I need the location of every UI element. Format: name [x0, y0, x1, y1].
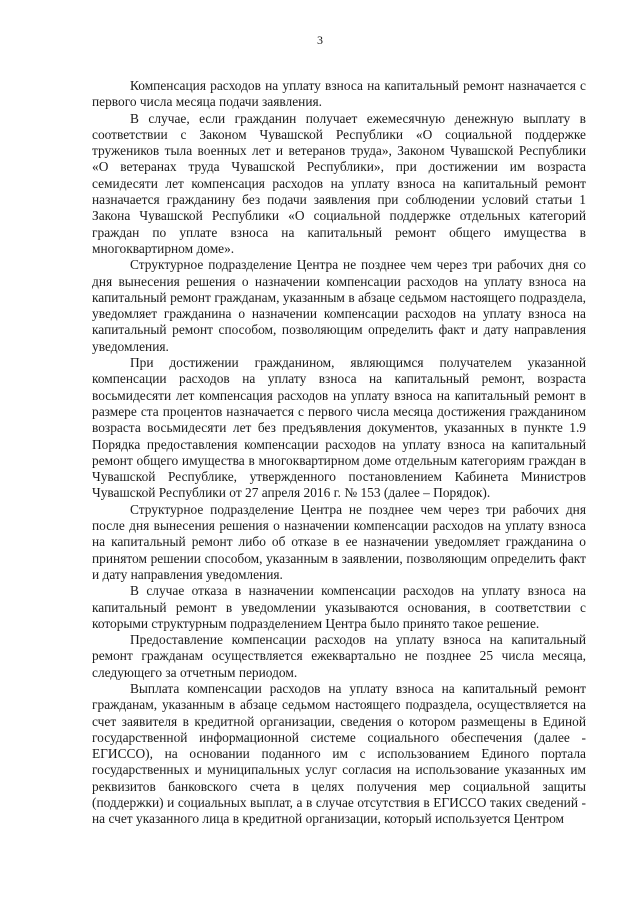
paragraph-4: При достижении гражданином, являющимся получателем указанной компенсации расходов на уплату взноса на капитальный ремонт, возраста восьмидесяти лет компенсация расходов на уплату взноса на капитальный ремонт в размере ста процентов назначается с первого числа месяца достижения гражданином возраста восьмидесяти лет без предъявления документов, указанных в пункте 1.9 Порядка предоставления компенсации расходов на уплату взноса на капитальный ремонт общего имущества в многоквартирном доме отдельным категориям граждан в Чувашской Республике, утвержденного постановлением Кабинета Министров Чувашской Республики от 27 апреля 2016 г. № 153 (далее – Порядок). [92, 355, 586, 501]
document-body [92, 78, 586, 828]
page-number: 3 [317, 33, 323, 47]
paragraph-6: В случае отказа в назначении компенсации расходов на уплату взноса на капитальный ремонт в уведомлении указываются основания, в соответствии с которыми структурным подразделением Центра было принято такое решение. [92, 583, 586, 631]
paragraph-5: Структурное подразделение Центра не позднее чем через три рабочих дня после дня вынесения решения о назначении компенсации расходов на уплату взноса на капитальный ремонт либо об отказе в ее назначении уведомляет гражданина о принятом решении способом, указанным в заявлении, позволяющим определить факт и дату направления уведомления. [92, 501, 586, 582]
paragraph-7: Предоставление компенсации расходов на уплату взноса на капитальный ремонт гражданам осуществляется ежеквартально не позднее 25 числа месяца, следующего за отчетным периодом. [92, 632, 586, 680]
paragraph-3: Структурное подразделение Центра не позднее чем через три рабочих дня со дня вынесения решения о назначении компенсации расходов на уплату взноса на капитальный ремонт гражданам, указанным в абзаце седьмом настоящего подраздела, уведомляет гражданина о назначении компенсации расходов на уплату взноса на капитальный ремонт способом, позволяющим определить факт и дату направления уведомления. [92, 257, 586, 354]
paragraph-8: Выплата компенсации расходов на уплату взноса на капитальный ремонт гражданам, указанным в абзаце седьмом настоящего подраздела, осуществляется на счет заявителя в кредитной организации, сведения о котором размещены в Единой государственной информационной системе социального обеспечения (далее - ЕГИССО), на основании поданного им с использованием Единого портала государственных и муниципальных услуг согласия на использование указанных им реквизитов банковского счета в целях получения мер социальной защиты (поддержки) и социальных выплат, а в случае отсутствия в ЕГИССО таких сведений - на счет указанного лица в кредитной организации, который используется Центром [92, 680, 586, 827]
paragraph-1: Компенсация расходов на уплату взноса на капитальный ремонт назначается с первого числа месяца подачи заявления. [92, 78, 586, 110]
paragraph-2: В случае, если гражданин получает ежемесячную денежную выплату в соответствии с Законом Чувашской Республики «О социальной поддержке тружеников тыла военных лет и ветеранов труда», Законом Чувашской Республики «О ветеранах труда Чувашской Республики», при достижении им возраста семидесяти лет компенсация расходов на уплату взноса на капитальный ремонт назначается гражданину без подачи заявления при соблюдении условий статьи 1 Закона Чувашской Республики «О социальной поддержке отдельных категорий граждан по уплате взноса на капитальный ремонт общего имущества в многоквартирном доме». [92, 110, 586, 256]
